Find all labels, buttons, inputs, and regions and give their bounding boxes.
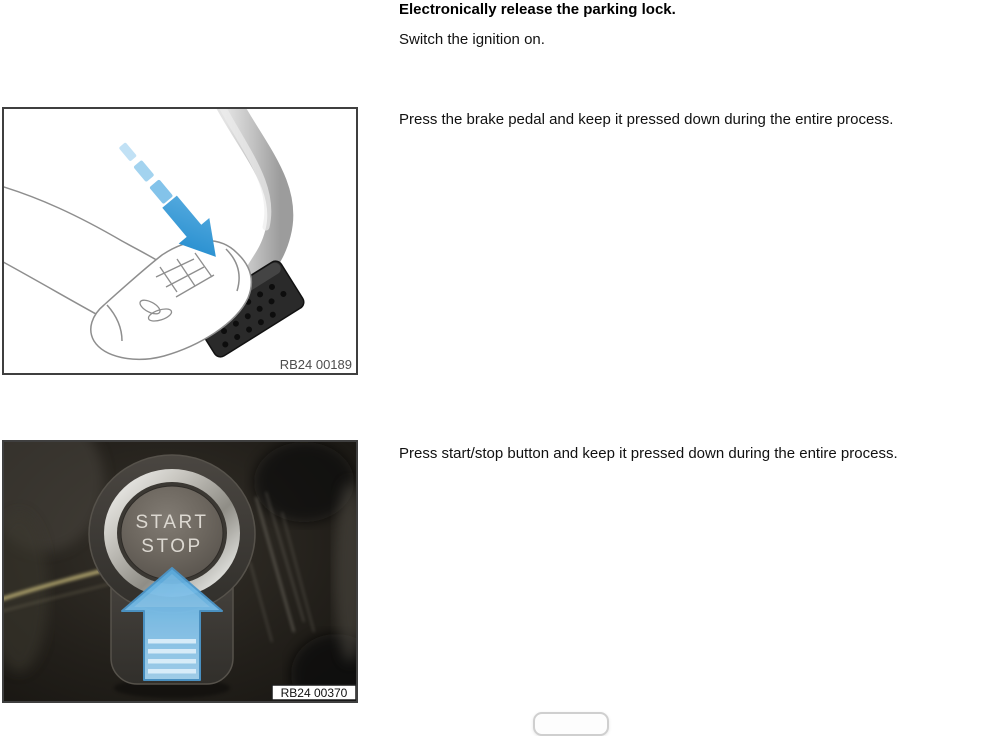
brake-pedal-illustration (4, 109, 356, 373)
page-float-button[interactable] (533, 712, 609, 736)
start-stop-label-line1: START (135, 512, 209, 533)
instruction-heading: Electronically release the parking lock. (399, 1, 676, 18)
instruction-step-start-stop: Press start/stop button and keep it pressed down during the entire process. (399, 445, 898, 462)
instruction-step-brake-pedal: Press the brake pedal and keep it pressed down during the entire process. (399, 111, 894, 128)
start-stop-label-line2: STOP (141, 536, 203, 557)
instruction-step-ignition: Switch the ignition on. (399, 31, 545, 48)
figure-start-stop-button (2, 440, 358, 703)
figure-brake-pedal (2, 107, 358, 375)
start-stop-button-photo (4, 442, 356, 701)
foot-on-pedal-drawing (4, 184, 251, 359)
figure-label: RB24 00189 (279, 357, 352, 372)
figure-label: RB24 00370 (280, 686, 348, 700)
figure-label-box (272, 685, 356, 700)
